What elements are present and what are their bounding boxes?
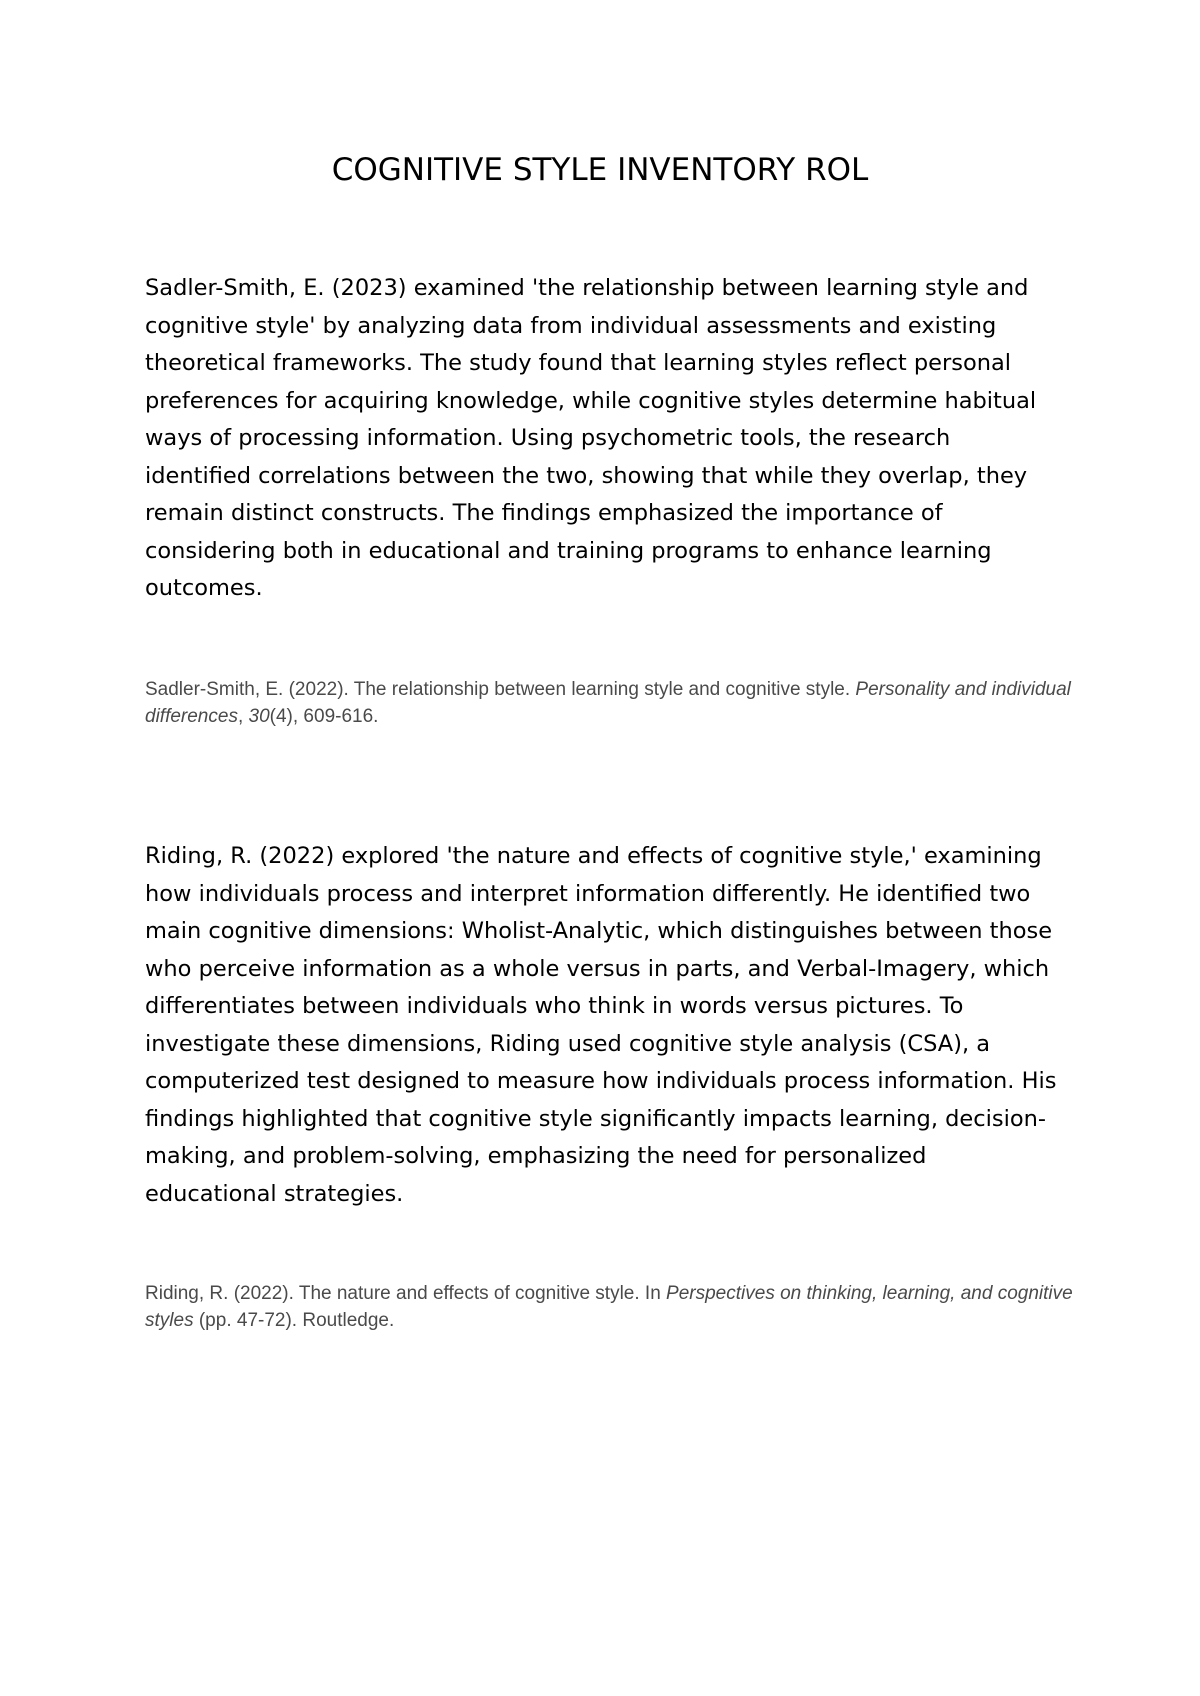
entry-summary-sadler-smith: Sadler-Smith, E. (2023) examined 'the relationship between learning style and cognitive style' by analyzing data from individual assessments and existing theoretical frameworks. The study found that learning styles reflect personal preferences for acquiring knowledge, while cognitive styles determine habitual ways of processing information. Using psychometric tools, the research identified correlations between the two, showing that while they overlap, they remain distinct constructs. The findings emphasized the importance of considering both in educational and training programs to enhance learning outcomes. <box>145 275 1037 601</box>
reference-journal: Personality and individual differences <box>145 679 1071 727</box>
document-title: COGNITIVE STYLE INVENTORY ROL <box>331 152 869 188</box>
reference-book-title: Perspectives on thinking, learning, and cognitive styles <box>145 1283 1073 1331</box>
reference-text: (pp. 47-72). Routledge. <box>193 1310 395 1331</box>
reference-text: Sadler-Smith, E. (2022). The relationship between learning style and cognitive style. <box>145 679 856 700</box>
entry-summary-riding: Riding, R. (2022) explored 'the nature and effects of cognitive style,' examining how individuals process and interpret information differently. He identified two main cognitive dimensions: Wholist-Analytic, which distinguishes between those who perceive information as a whole versus in parts, and Verbal-Imagery, which differentiates between individuals who think in words versus pictures. To investigate these dimensions, Riding used cognitive style analysis (CSA), a computerized test designed to measure how individuals process information. His findings highlighted that cognitive style significantly impacts learning, decision-making, and problem-solving, emphasizing the need for personalized educational strategies. <box>145 843 1057 1207</box>
reference-riding <box>145 1280 1075 1334</box>
reference-text: (4), 609-616. <box>269 706 379 727</box>
reference-text: , <box>237 706 249 727</box>
reference-volume: 30 <box>248 706 270 727</box>
reference-sadler-smith <box>145 676 1075 730</box>
reference-text: Riding, R. (2022). The nature and effects of cognitive style. In <box>145 1283 667 1304</box>
